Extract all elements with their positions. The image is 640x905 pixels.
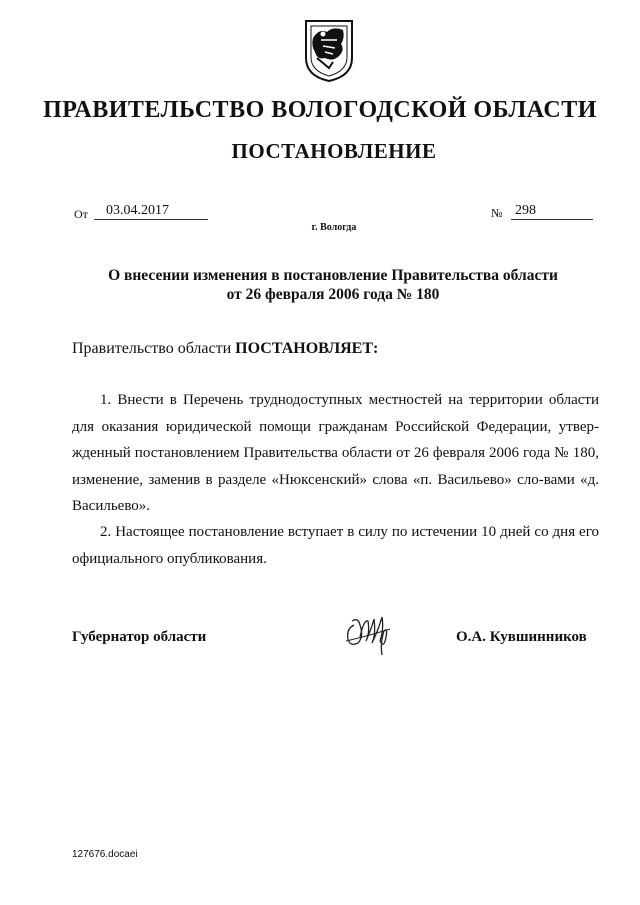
handwritten-signature-icon xyxy=(340,607,396,657)
paragraph-1: 1. Внести в Перечень труднодоступных местностей на территории области для оказания юридической помощи гражданам Российской Федерации, утвер-жденный постановлением Правительства области от 26 февраля 2006 года № 180, изменение, заменив в разделе «Нюксенский» слова «п. Васильево» сло-вами «д. Васильево». xyxy=(72,392,599,514)
number-prefix-label: № xyxy=(491,206,503,220)
signatory-title: Губернатор области xyxy=(72,629,207,645)
decree-statement xyxy=(72,340,378,358)
signatory-name: О.А. Кувшинников xyxy=(456,629,587,645)
city-label: г. Вологда xyxy=(311,222,357,233)
document-number: 298 xyxy=(511,203,593,220)
decree-prefix: Правительство области xyxy=(72,340,232,357)
document-date: 03.04.2017 xyxy=(94,203,208,220)
subject-line-1: О внесении изменения в постановление Правительства области xyxy=(108,267,558,284)
vologda-coat-of-arms-icon xyxy=(303,18,355,84)
file-reference: 127676.docaei xyxy=(72,849,138,860)
government-title: ПРАВИТЕЛЬСТВО ВОЛОГОДСКОЙ ОБЛАСТИ xyxy=(43,97,597,123)
date-prefix-label: От xyxy=(74,207,88,221)
document-type-heading: ПОСТАНОВЛЕНИЕ xyxy=(231,139,437,163)
paragraph-2: 2. Настоящее постановление вступает в силу по истечении 10 дней со дня его официального опубликования. xyxy=(72,524,599,567)
document-subject xyxy=(0,266,640,304)
decree-keyword: ПОСТАНОВЛЯЕТ: xyxy=(235,340,379,357)
subject-line-2: от 26 февраля 2006 года № 180 xyxy=(226,286,440,303)
